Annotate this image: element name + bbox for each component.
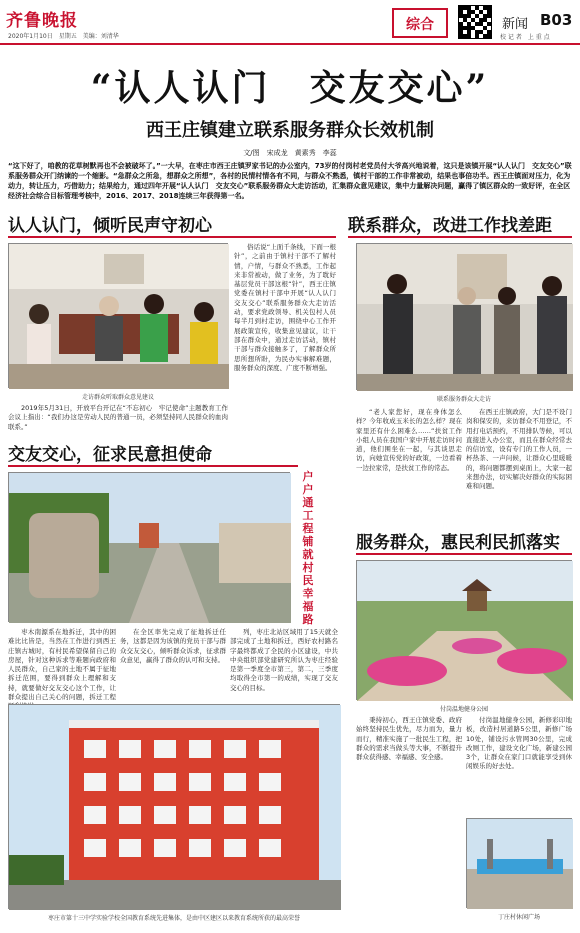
section-4-caption-2: 丁庄村休闲广场 — [497, 914, 540, 921]
photo-visit-villagers — [8, 243, 228, 388]
section-2-vertical-note: 户户通工程铺就村民幸福路 — [302, 470, 314, 626]
section-3-rule — [348, 236, 572, 238]
page-number: B03 — [540, 11, 573, 29]
masthead-rule — [0, 43, 580, 45]
issue-meta: 2020年1月10日 星期五 美编：刘清华 — [8, 33, 119, 40]
subheadline: 西王庄镇建立联系服务群众长效机制 — [146, 120, 434, 141]
section-2-text-d: 列，枣庄北站区域用了15天就全部完成了土地和拆迁，西好农村路名字最终都成了全民的小区建设，中共中央组织部党建研究所认为枣庄经验是第一季度全市第三，第二，三季度均取得全市第一的成绩，实现了交友交心的目标。 — [230, 628, 338, 692]
bottom-photo-caption: 枣庄市第十三中学实验学校全国教育系统先进集体，是由中区建区以来教育系统所获的最高荣誉 — [47, 915, 300, 922]
photo-fitness-park — [356, 560, 572, 700]
section-2-title: 交友交心，征求民意担使命 — [8, 445, 212, 465]
section-4-title: 服务群众，惠民利民抓落实 — [356, 533, 560, 553]
section-4-caption: 付岗温地健身公园 — [439, 706, 488, 713]
section-1-title: 认人认门，倾听民声守初心 — [8, 216, 212, 236]
section-2-text-a: 枣木南源系在地拆迁，其中的困难比比皆是，当然在工作进行到西王庄镇古城时，有村民希望保留自己的房屋，针对这种诉求等难题向政府和人民群众，自己家的土地不属于征地拆迁范围，要得到群众上理解和支持，就要做好交友交心这个工作，让群众提出自己关心的问题，拆迁工程 — [8, 628, 116, 702]
section-3-text-b: 在西王庄镇政府，大门是不设门岗和保安的，来访群众不用登记，不用打电话预约，不用排队等候，可以直接进入办公室，而且在群众经常去的信访室，设有专门的工作人员，一杯热茶、一声问候，让群众心里暖暖的，将问题都摆到桌面上，大家一起来想办法，切实解决好群众的实际困难和问题。 — [466, 408, 572, 491]
section-1-text-b: 俗话说“上面千条线，下面一根针”，之前由于镇村干部不了解村情，户情，与群众不熟悉，工作起来非常被动，做了业务，为了耽好基层党员干部这根“针”，西王庄镇党委在镇村干部中开展“认人认门 交友交心”联系服务群众大走访活动，要求党政领导、机关包村人员每半月到村走访，围绕中心工作开展政策宣传，收集意见建议，让干部在群众中，通过走访活动，镇村干部与群众接触多了，了解群众所思所想所盼，为民办实事解难题，服务群众的深度、广度不断增强。 — [234, 243, 343, 372]
section-3-text-a: “老人家您好，现在身体怎么样？今年收成玉米长的怎么样？现在家里还有什么困难么……”扶贫工作小组人员在我国户家中开展走访时问道，他们围坐在一起，与其谈思走访，向她宣传党的好政策，一边看着一边拉家常，是扶贫工作的常态。 — [356, 408, 462, 472]
section-4-text-a: 秉持初心，西王庄镇党委、政府始终坚持民生优先，尽力而为，量力而行，精准实施了一批民生工程，把群众的需求当做头等大事，不断提升群众获得感、幸福感、安全感。 — [356, 716, 462, 762]
news-label: 新闻 — [502, 17, 529, 32]
section-4-rule — [356, 553, 572, 555]
section-2-rule — [8, 465, 298, 467]
photo-village-road — [8, 472, 290, 622]
photo-school-building — [8, 704, 340, 909]
byline: 文/图 宋成龙 黄素秀 李蕊 — [243, 149, 337, 157]
editor-line: 校 记 者 上 重 点 — [500, 34, 550, 41]
section-1-text-a: 2019年5月31日，开放平台开记在“不忘初心 牢记使命”主题教育工作会议上指出：“我们办这是劳动人民的普通一员，必须坚持同人民群众的血肉联系。” — [8, 404, 228, 431]
headline: “认人认门 交友交心” — [90, 67, 490, 109]
photo-contact-masses — [356, 243, 572, 390]
section-1-caption: 走访群众听取群众意见建议 — [81, 394, 154, 401]
section-4-text-c: 付岗温地健身公园，新修彩印地板，改造村居道路5公里，新修广场10处，铺设污水管网30公里，完成改厕工作，建设文化广场，新建公园3个，让群众在家门口就能享受到休闲娱乐的好去处。 — [466, 716, 572, 771]
section-2-text-b: 在全区率先完成了征地拆迁任务，这都是因为该镇的党员干部与群众交友交心，倾听群众诉求，征求群众意见，赢得了群众的认可和支持。 — [120, 628, 226, 664]
section-3-title: 联系群众，改进工作找差距 — [348, 216, 552, 236]
photo-leisure-square — [466, 818, 572, 908]
qr-code-icon — [458, 5, 492, 39]
section-1-rule — [8, 236, 336, 238]
lead-paragraph: “这下好了，咱教的花草树默再也不会被破坏了。”一大早，在枣庄市西王庄镇罗家书记的办公室内，73岁的付岗村老党员付大爷高兴地说着，这只是该镇开展“认人认门 交友交心”联系服务群众开门纳谏的一个缩影。“急群众之所急，想群众之所想”，各村的民情村情各有不同，与群众不熟悉，镇村干部的工作非常被动，结果也事倍功半。西王庄镇面对压力，化为动力，转让压力，巧借助力；结果给力，通过四年开展“认人认门 交友交心”联系服务群众大走访活动，汇集群众意见建议，集中力量解决问题，赢得了镇区群众的一致好评，在全区经济社会综合目标管理考核中，2016、2017、2018连续三年获得第一名。 — [8, 162, 572, 200]
section-3-caption: 联系服务群众大走访 — [436, 396, 491, 403]
newspaper-logo: 齐鲁晚报 — [6, 11, 78, 31]
section-tag[interactable]: 综合 — [392, 8, 448, 38]
